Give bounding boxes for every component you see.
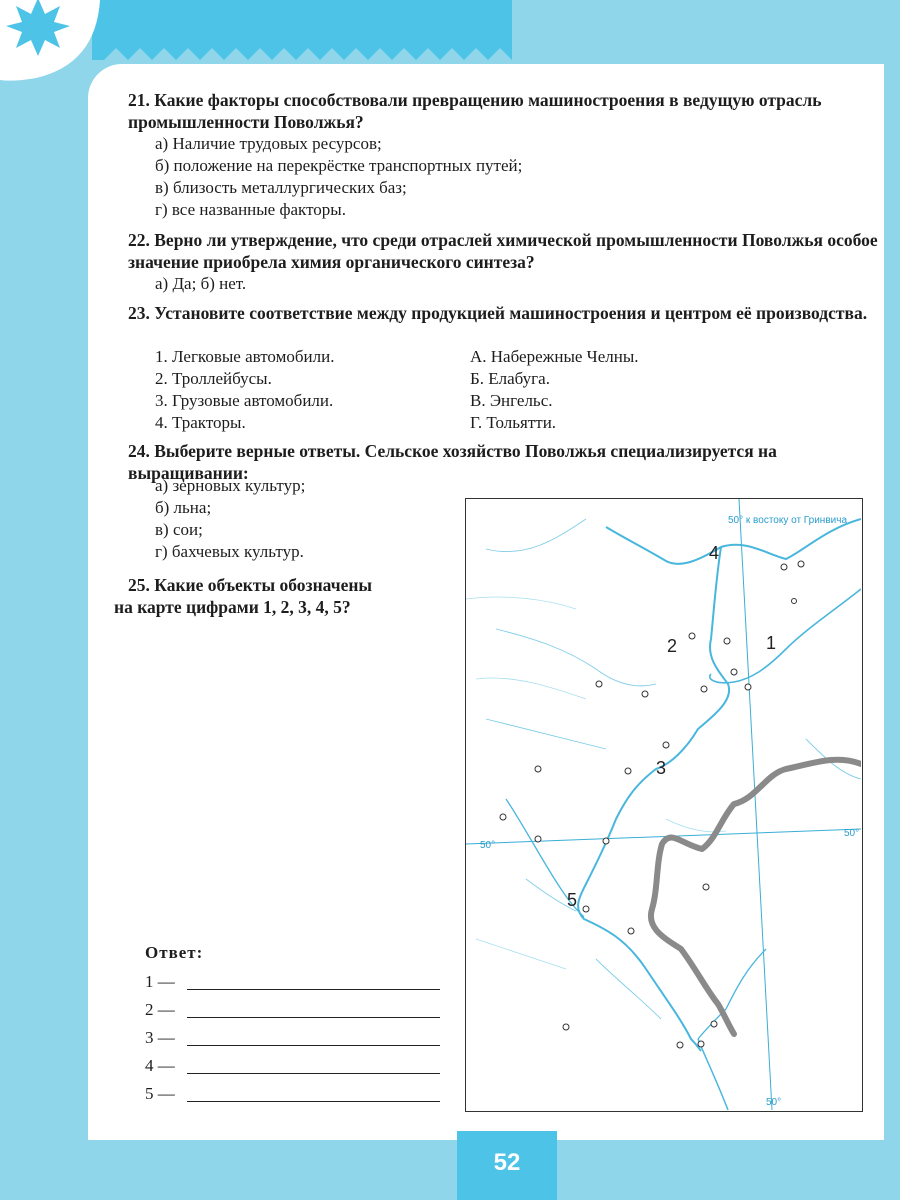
contour-map — [465, 498, 863, 1112]
q23-left-1: 1. Легковые автомобили. — [155, 347, 335, 366]
question-number: 23. — [128, 303, 150, 323]
state-border — [651, 760, 861, 1034]
question-number: 22. — [128, 230, 150, 250]
parallel-label-left: 50° — [480, 840, 496, 851]
q24-option-b: б) льна; — [155, 498, 212, 517]
answer-line[interactable] — [187, 1101, 440, 1102]
volga-river — [578, 519, 861, 1051]
question-text: Установите соответствие между продукцией машиностроения и центром её производства. — [154, 303, 868, 323]
map-label-2: 2 — [667, 636, 678, 656]
question-text: Верно ли утверждение, что среди отраслей химической промышленности Поволжья особое значение приобрела химия органического синтеза? — [128, 230, 878, 272]
q21-option-a: а) Наличие трудовых ресурсов; — [155, 134, 382, 153]
map-label-3: 3 — [656, 758, 667, 778]
question-text-line-2: на карте цифрами 1, 2, 3, 4, 5? — [114, 597, 351, 617]
q23-left-2: 2. Троллейбусы. — [155, 369, 272, 388]
parallel-label-right: 50° — [844, 828, 860, 839]
question-22 — [128, 230, 878, 273]
question-text: Выберите верные ответы. Сельское хозяйство Поволжья специализируется на выращивании: — [128, 441, 777, 483]
answer-row-5[interactable] — [145, 1084, 445, 1106]
answer-line[interactable] — [187, 1073, 440, 1074]
question-25-line-2 — [114, 597, 454, 619]
q23-left-4: 4. Тракторы. — [155, 413, 246, 432]
q23-right-c: В. Энгельс. — [470, 391, 553, 410]
answer-label: 4 — — [145, 1056, 175, 1075]
q21-option-b: б) положение на перекрёстке транспортных путей; — [155, 156, 523, 175]
q23-left-3: 3. Грузовые автомобили. — [155, 391, 334, 410]
answer-row-2[interactable] — [145, 1000, 445, 1022]
question-23 — [128, 303, 878, 325]
question-number: 25. — [128, 575, 150, 595]
answer-row-1[interactable] — [145, 972, 445, 994]
q22-options: а) Да; б) нет. — [155, 274, 247, 293]
decorative-header-band — [0, 0, 520, 84]
caspian-coast — [698, 1039, 728, 1110]
map-label-5: 5 — [567, 890, 578, 910]
q23-right-a: А. Набережные Челны. — [470, 347, 639, 366]
map-label-1: 1 — [766, 633, 777, 653]
question-number: 21. — [128, 90, 150, 110]
answer-line[interactable] — [187, 1017, 440, 1018]
kama-river — [710, 589, 861, 683]
question-25 — [128, 575, 448, 597]
q23-right-b: Б. Елабуга. — [470, 369, 550, 388]
q23-right-d: Г. Тольятти. — [470, 413, 557, 432]
answer-row-3[interactable] — [145, 1028, 445, 1050]
q24-option-d: г) бахчевых культур. — [155, 542, 304, 561]
answer-line[interactable] — [187, 1045, 440, 1046]
q21-option-d: г) все названные факторы. — [155, 200, 346, 219]
q21-option-c: в) близость металлургических баз; — [155, 178, 407, 197]
answer-label: 2 — — [145, 1000, 175, 1019]
question-text: Какие факторы способствовали превращению машиностроения в ведущую отрасль промышленности Поволжья? — [128, 90, 822, 132]
answer-row-4[interactable] — [145, 1056, 445, 1078]
meridian-label: 50° к востоку от Гринвича — [728, 515, 848, 526]
page-number: 52 — [457, 1131, 557, 1200]
answer-title: Ответ: — [145, 943, 204, 962]
town-markers — [500, 561, 804, 1048]
meridian-label-bottom: 50° — [766, 1097, 782, 1108]
question-text-line-1: Какие объекты обозначены — [154, 575, 373, 595]
answer-label: 1 — — [145, 972, 175, 991]
q24-option-a: а) зерновых культур; — [155, 476, 306, 495]
question-number: 24. — [128, 441, 150, 461]
answer-label: 5 — — [145, 1084, 175, 1103]
answer-line[interactable] — [187, 989, 440, 990]
question-21 — [128, 90, 878, 133]
answer-label: 3 — — [145, 1028, 175, 1047]
map-drawing — [466, 499, 861, 1110]
q24-option-c: в) сои; — [155, 520, 203, 539]
map-label-4: 4 — [709, 543, 720, 563]
